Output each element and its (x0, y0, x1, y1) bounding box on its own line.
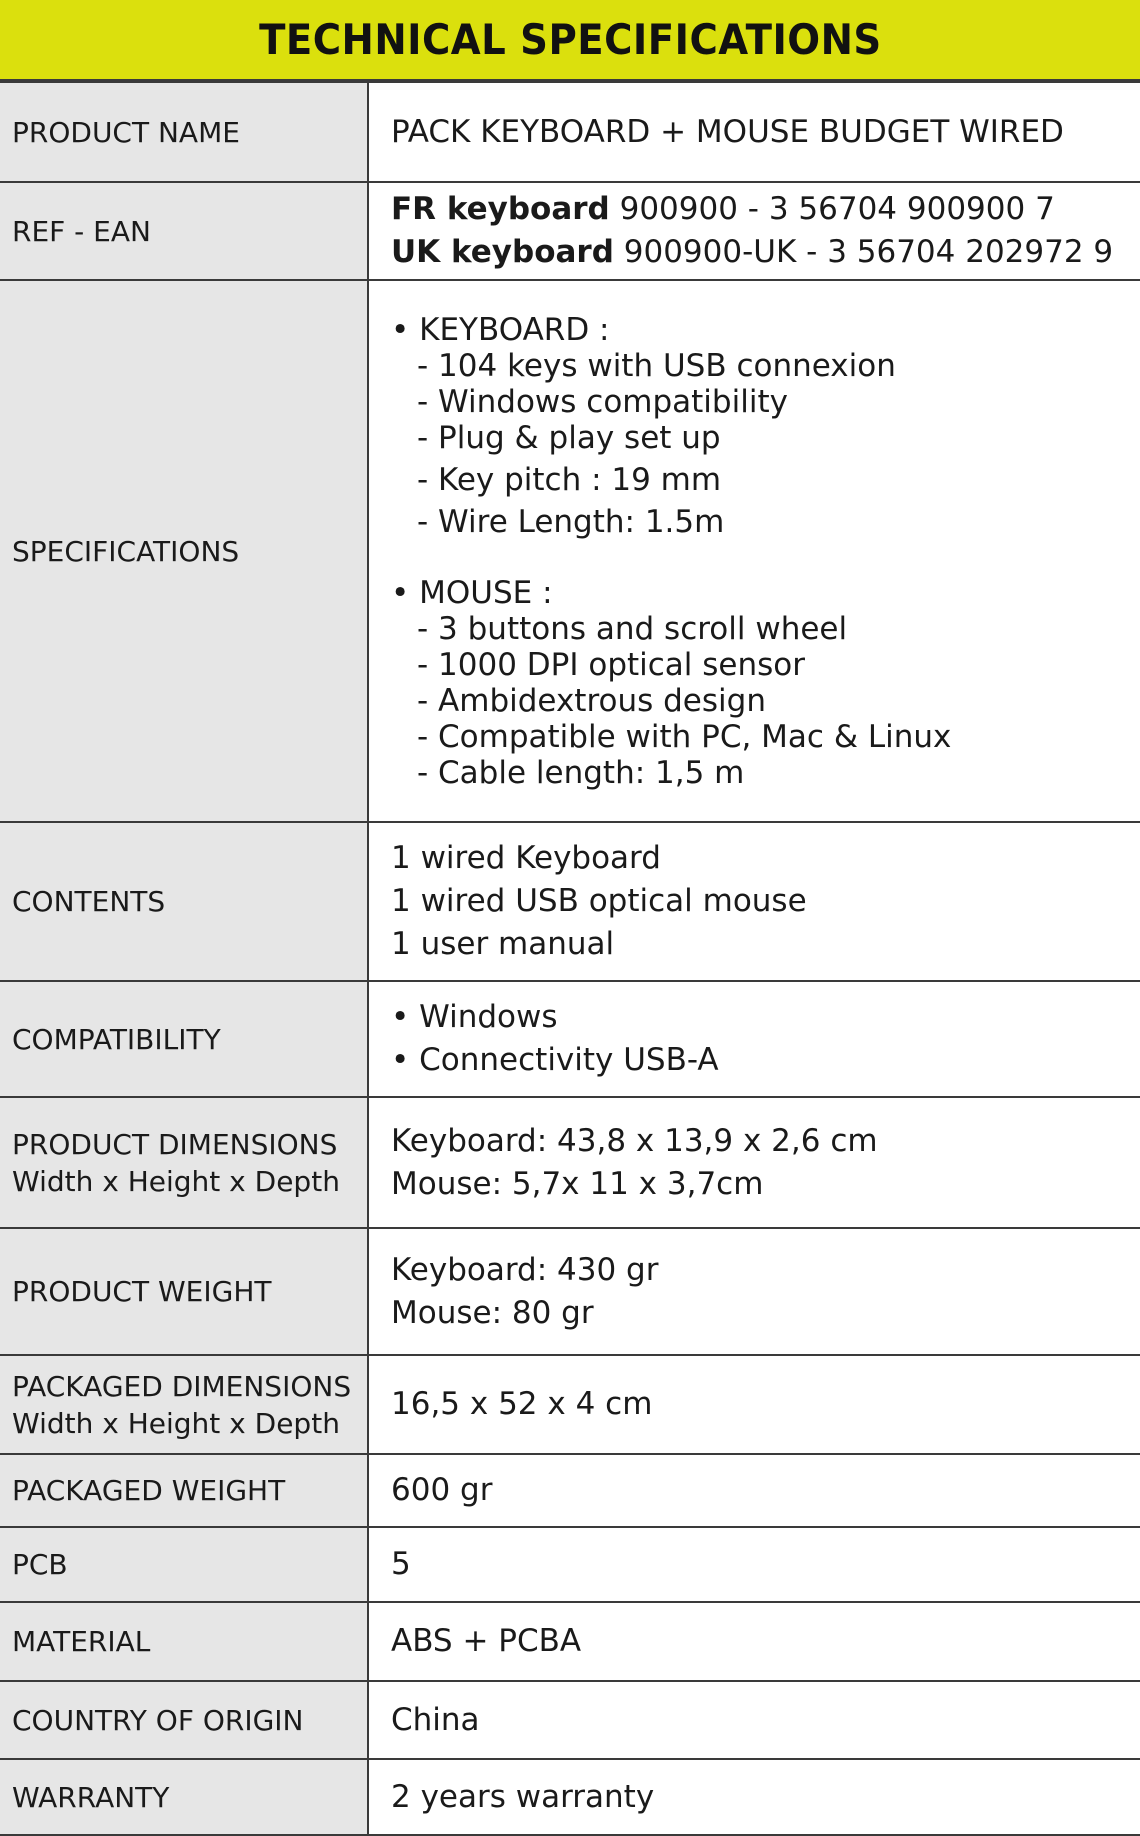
value-product-dimensions (368, 1097, 1140, 1228)
label-pcb: PCB (0, 1527, 368, 1602)
row-product-dimensions (0, 1097, 1140, 1228)
label-contents: CONTENTS (0, 822, 368, 981)
row-warranty (0, 1759, 1140, 1835)
row-product-name (0, 82, 1140, 182)
spec-mouse-item: - 1000 DPI optical sensor (417, 646, 805, 683)
label-compatibility: COMPATIBILITY (0, 981, 368, 1097)
value-warranty: 2 years warranty (368, 1759, 1140, 1835)
row-product-weight (0, 1228, 1140, 1355)
row-ref-ean (0, 182, 1140, 280)
dimension-item: Keyboard: 43,8 x 13,9 x 2,6 cm (391, 1122, 878, 1159)
contents-item: 1 user manual (391, 926, 615, 962)
title-banner (0, 0, 1140, 81)
spec-mouse-heading: • MOUSE : (391, 574, 553, 611)
row-compatibility (0, 981, 1140, 1097)
ref-uk-line: UK keyboard 900900-UK - 3 56704 202972 9 (391, 234, 1114, 270)
compatibility-item: • Windows (391, 999, 558, 1035)
value-pcb: 5 (368, 1527, 1140, 1602)
ref-fr-line: FR keyboard 900900 - 3 56704 900900 7 (391, 191, 1055, 227)
spec-keyboard-item: - Key pitch : 19 mm (417, 461, 722, 498)
label-specifications: SPECIFICATIONS (0, 280, 368, 822)
contents-item: 1 wired Keyboard (391, 840, 661, 876)
compatibility-item: • Connectivity USB-A (391, 1042, 719, 1078)
spacer (391, 540, 1118, 575)
label-country-of-origin: COUNTRY OF ORIGIN (0, 1681, 368, 1759)
sublabel-packaged-dimensions: Width x Height x Depth (12, 1406, 340, 1440)
label-material: MATERIAL (0, 1602, 368, 1681)
value-contents (368, 822, 1140, 981)
value-packaged-dimensions: 16,5 x 52 x 4 cm (368, 1355, 1140, 1454)
spec-mouse-item: - 3 buttons and scroll wheel (417, 610, 848, 647)
row-specifications (0, 280, 1140, 822)
value-packaged-weight: 600 gr (368, 1454, 1140, 1527)
label-warranty: WARRANTY (0, 1759, 368, 1835)
contents-item: 1 wired USB optical mouse (391, 883, 807, 919)
spec-mouse-item: - Compatible with PC, Mac & Linux (417, 718, 952, 755)
value-country-of-origin: China (368, 1681, 1140, 1759)
row-packaged-dimensions (0, 1355, 1140, 1454)
spec-keyboard-item: - Plug & play set up (417, 419, 721, 456)
value-product-weight (368, 1228, 1140, 1355)
label-product-dimensions: PRODUCT DIMENSIONS Width x Height x Depth (0, 1097, 368, 1228)
weight-item: Keyboard: 430 gr (391, 1251, 659, 1288)
row-packaged-weight (0, 1454, 1140, 1527)
label-packaged-weight: PACKAGED WEIGHT (0, 1454, 368, 1527)
spec-table (0, 81, 1140, 1836)
dimension-item: Mouse: 5,7x 11 x 3,7cm (391, 1165, 764, 1202)
row-country-of-origin (0, 1681, 1140, 1759)
label-product-name: PRODUCT NAME (0, 82, 368, 182)
row-pcb (0, 1527, 1140, 1602)
value-material: ABS + PCBA (368, 1602, 1140, 1681)
spec-keyboard-item: - Windows compatibility (417, 383, 788, 420)
sublabel-product-dimensions: Width x Height x Depth (12, 1164, 340, 1198)
weight-item: Mouse: 80 gr (391, 1294, 594, 1331)
spec-keyboard-item: - 104 keys with USB connexion (417, 347, 896, 384)
spec-keyboard-item: - Wire Length: 1.5m (417, 503, 725, 540)
value-specifications (368, 280, 1140, 822)
label-ref-ean: REF - EAN (0, 182, 368, 280)
page-title: TECHNICAL SPECIFICATIONS (258, 15, 882, 64)
spec-keyboard-heading: • KEYBOARD : (391, 311, 610, 348)
row-contents (0, 822, 1140, 981)
spec-mouse-item: - Ambidextrous design (417, 682, 766, 719)
value-product-name: PACK KEYBOARD + MOUSE BUDGET WIRED (368, 82, 1140, 182)
value-ref-ean (368, 182, 1140, 280)
spec-mouse-item: - Cable length: 1,5 m (417, 754, 745, 791)
label-packaged-dimensions: PACKAGED DIMENSIONS Width x Height x Depth (0, 1355, 368, 1454)
label-product-weight: PRODUCT WEIGHT (0, 1228, 368, 1355)
value-compatibility (368, 981, 1140, 1097)
row-material (0, 1602, 1140, 1681)
